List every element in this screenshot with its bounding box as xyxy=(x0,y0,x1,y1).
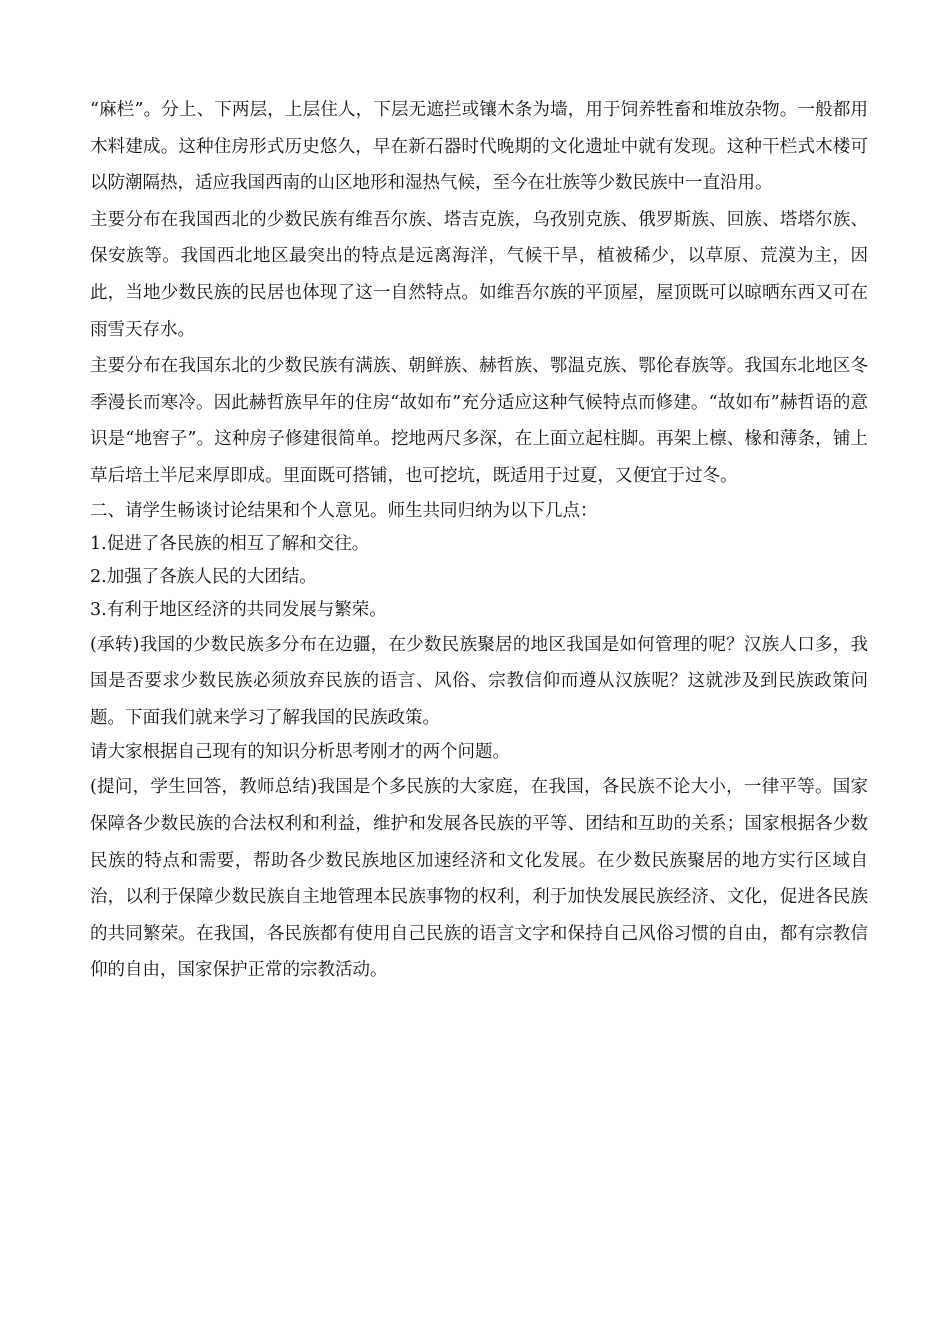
paragraph-transition: (承转)我国的少数民族多分布在边疆，在少数民族聚居的地区我国是如何管理的呢？汉族人口多，我国是否要求少数民族必须放弃民族的语言、风俗、宗教信仰而遵从汉族呢？这就涉及到民族政策问题。下面我们就来学习了解我国的民族政策。 xyxy=(90,634,868,728)
list-item-1: 1.促进了各民族的相互了解和交往。 xyxy=(90,533,370,554)
paragraph-prompt: 请大家根据自己现有的知识分析思考刚才的两个问题。 xyxy=(90,742,510,763)
paragraph-ethnic-policy: (提问，学生回答，教师总结)我国是个多民族的大家庭，在我国，各民族不论大小，一律平等。国家保障各少数民族的合法权利和利益，维护和发展各民族的平等、团结和互助的关系；国家根据各少数民族的特点和需要，帮助各少数民族地区加速经济和文化发展。在少数民族聚居的地方实行区域自治，以利于保障少数民族自主地管理本民族事物的权利，利于加快发展民族经济、文化，促进各民族的共同繁荣。在我国，各民族都有使用自己民族的语言文字和保持自己风俗习惯的自由，都有宗教信仰的自由，国家保护正常的宗教活动。 xyxy=(90,777,868,981)
document-page xyxy=(90,92,868,989)
paragraph-ganlan-house: “麻栏”。分上、下两层，上层住人，下层无遮拦或镶木条为墙，用于饲养牲畜和堆放杂物。一般都用木料建成。这种住房形式历史悠久，早在新石器时代晚期的文化遗址中就有发现。这种干栏式木楼可以防潮隔热，适应我国西南的山区地形和湿热气候，至今在壮族等少数民族中一直沿用。 xyxy=(90,100,868,194)
paragraph-northeast-minorities: 主要分布在我国东北的少数民族有满族、朝鲜族、赫哲族、鄂温克族、鄂伦春族等。我国东北地区冬季漫长而寒冷。因此赫哲族早年的住房“故如布”充分适应这种气候特点而修建。“故如布”赫哲语的意识是“地窖子”。这种房子修建很简单。挖地两尺多深，在上面立起柱脚。再架上檩、椽和薄条，铺上草后培土半尼来厚即成。里面既可搭铺，也可挖坑，既适用于过夏，又便宜于过冬。 xyxy=(90,356,868,486)
list-item-2: 2.加强了各族人民的大团结。 xyxy=(90,566,317,587)
list-item-3: 3.有利于地区经济的共同发展与繁荣。 xyxy=(90,599,387,620)
paragraph-northwest-minorities: 主要分布在我国西北的少数民族有维吾尔族、塔吉克族，乌孜别克族、俄罗斯族、回族、塔塔尔族、保安族等。我国西北地区最突出的特点是远离海洋，气候干旱，植被稀少，以草原、荒漠为主，因此，当地少数民族的民居也体现了这一自然特点。如维吾尔族的平顶屋，屋顶既可以晾晒东西又可在雨雪天存水。 xyxy=(90,209,868,340)
paragraph-discussion-heading: 二、请学生畅谈讨论结果和个人意见。师生共同归纳为以下几点： xyxy=(90,500,598,521)
